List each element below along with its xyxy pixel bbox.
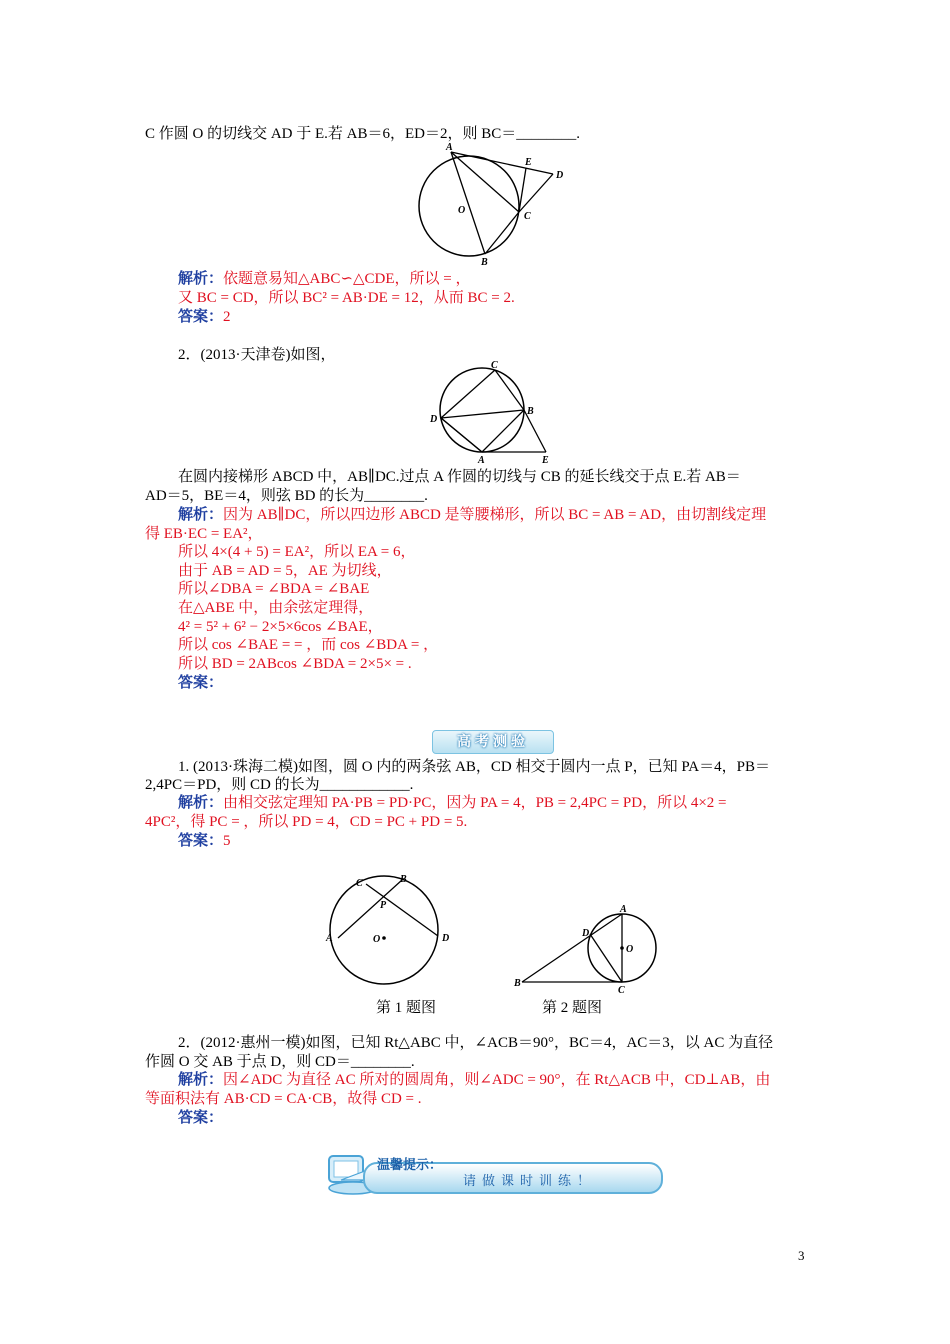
answer-value: 5 — [223, 833, 231, 849]
q2-solution-line2: 得 EB·EC = EA²， — [145, 526, 263, 542]
p1-answer — [178, 308, 231, 326]
label-c: C — [618, 985, 625, 996]
g1-solution-line2: 4PC²，得 PC = ，所以 PD = 4，CD = PC + PD = 5. — [145, 814, 468, 830]
q2-solution-line5: 所以∠DBA = ∠BDA = ∠BAE — [178, 581, 370, 597]
label-a: A — [478, 455, 485, 465]
answer-label: 答案： — [178, 833, 224, 849]
solution-text: 因为 AB∥DC，所以四边形 ABCD 是等腰梯形，所以 BC = AB = AD，由切割线定理 — [223, 507, 767, 523]
label-b: B — [400, 874, 407, 885]
solution-label: 解析： — [178, 271, 224, 287]
q2-solution-line8: 所以 cos ∠BAE = = ，而 cos ∠BDA = ， — [178, 637, 439, 653]
q1-tail-line: C 作圆 O 的切线交 AD 于 E.若 AB＝6，ED＝2，则 BC＝________. — [145, 126, 581, 142]
warm-tip-banner — [323, 1150, 663, 1198]
answer-label: 答案： — [178, 309, 224, 325]
label-c: C — [524, 211, 531, 222]
label-a: A — [326, 933, 333, 944]
q2-solution-line1 — [178, 506, 766, 524]
figure1-caption: 第 1 题图 — [376, 1000, 437, 1016]
figure-intersecting-chords — [320, 868, 460, 993]
solution-text: 依题意易知△ABC∽△CDE，所以 = ， — [223, 271, 471, 287]
solution-label: 解析： — [178, 1072, 224, 1088]
tip-message: 请做课时训练！ — [463, 1174, 597, 1189]
figure-inscribed-trapezoid — [428, 360, 558, 465]
g2-text-line1: 2．(2012·惠州一模)如图，已知 Rt△ABC 中，∠ACB＝90°，BC＝4，AC＝3，以 AC 为直径 — [178, 1035, 774, 1051]
g2-answer-label: 答案： — [178, 1110, 224, 1126]
g1-text-line1: 1. (2013·珠海二模)如图，圆 O 内的两条弦 AB，CD 相交于圆内一点 P，已知 PA＝4，PB＝ — [178, 759, 770, 775]
solution-text: 因∠ADC 为直径 AC 所对的圆周角，则∠ADC = 90°，在 Rt△ACB 中，CD⊥AB，由 — [223, 1072, 771, 1088]
p1-solution-line1 — [178, 270, 470, 288]
label-o: O — [373, 934, 381, 945]
q2-solution-line9: 所以 BD = 2ABcos ∠BDA = 2×5× = . — [178, 656, 412, 672]
label-c: C — [491, 360, 498, 371]
label-o: O — [626, 944, 634, 955]
solution-label: 解析： — [178, 795, 224, 811]
label-d: D — [430, 414, 438, 425]
label-c: C — [356, 878, 363, 889]
label-a: A — [446, 142, 453, 153]
label-e: E — [542, 455, 549, 465]
figure-right-triangle-circle — [510, 898, 670, 996]
g1-text-line2: 2,4PC＝PD，则 CD 的长为____________. — [145, 777, 414, 793]
label-o: O — [458, 205, 466, 216]
label-b: B — [514, 978, 521, 989]
q2-solution-line7: 4² = 5² + 6² − 2×5×6cos ∠BAE， — [178, 619, 383, 635]
g2-solution-line1 — [178, 1071, 770, 1089]
p1-solution-line2: 又 BC = CD，所以 BC² = AB·DE = 12，从而 BC = 2. — [178, 290, 515, 306]
figure-circle-tangent — [412, 140, 572, 268]
q2-answer-label: 答案： — [178, 675, 224, 691]
label-a: A — [620, 904, 627, 915]
label-d: D — [556, 170, 564, 181]
exam-test-banner: 高考测验 — [432, 730, 554, 754]
q2-title: 2．(2013·天津卷)如图， — [178, 347, 336, 363]
solution-text: 由相交弦定理知 PA·PB = PD·PC，因为 PA = 4，PB = 2,4PC = PD，所以 4×2 = — [223, 795, 727, 811]
page-number: 3 — [798, 1248, 805, 1263]
q2-text-line2: AD＝5，BE＝4，则弦 BD 的长为________. — [145, 488, 428, 504]
g2-text-line2: 作圆 O 交 AB 于点 D，则 CD＝________. — [145, 1054, 415, 1070]
g2-solution-line2: 等面积法有 AB·CD = CA·CB，故得 CD = . — [145, 1091, 422, 1107]
g1-answer — [178, 832, 231, 850]
answer-value: 2 — [223, 309, 231, 325]
label-e: E — [525, 157, 532, 168]
figure2-caption: 第 2 题图 — [542, 1000, 603, 1016]
tip-title: 温馨提示： — [377, 1158, 443, 1173]
q2-solution-line6: 在△ABE 中，由余弦定理得， — [178, 600, 374, 616]
q2-solution-line4: 由于 AB = AD = 5，AE 为切线， — [178, 563, 392, 579]
label-p: P — [380, 900, 387, 911]
q2-solution-line3: 所以 4×(4 + 5) = EA²，所以 EA = 6， — [178, 544, 416, 560]
label-b: B — [481, 257, 488, 268]
label-d: D — [582, 928, 590, 939]
solution-label: 解析： — [178, 507, 224, 523]
label-b: B — [527, 406, 534, 417]
q2-text-line1: 在圆内接梯形 ABCD 中，AB∥DC.过点 A 作圆的切线与 CB 的延长线交于点 E.若 AB＝ — [178, 469, 741, 485]
label-d: D — [442, 933, 450, 944]
g1-solution-line1 — [178, 794, 727, 812]
